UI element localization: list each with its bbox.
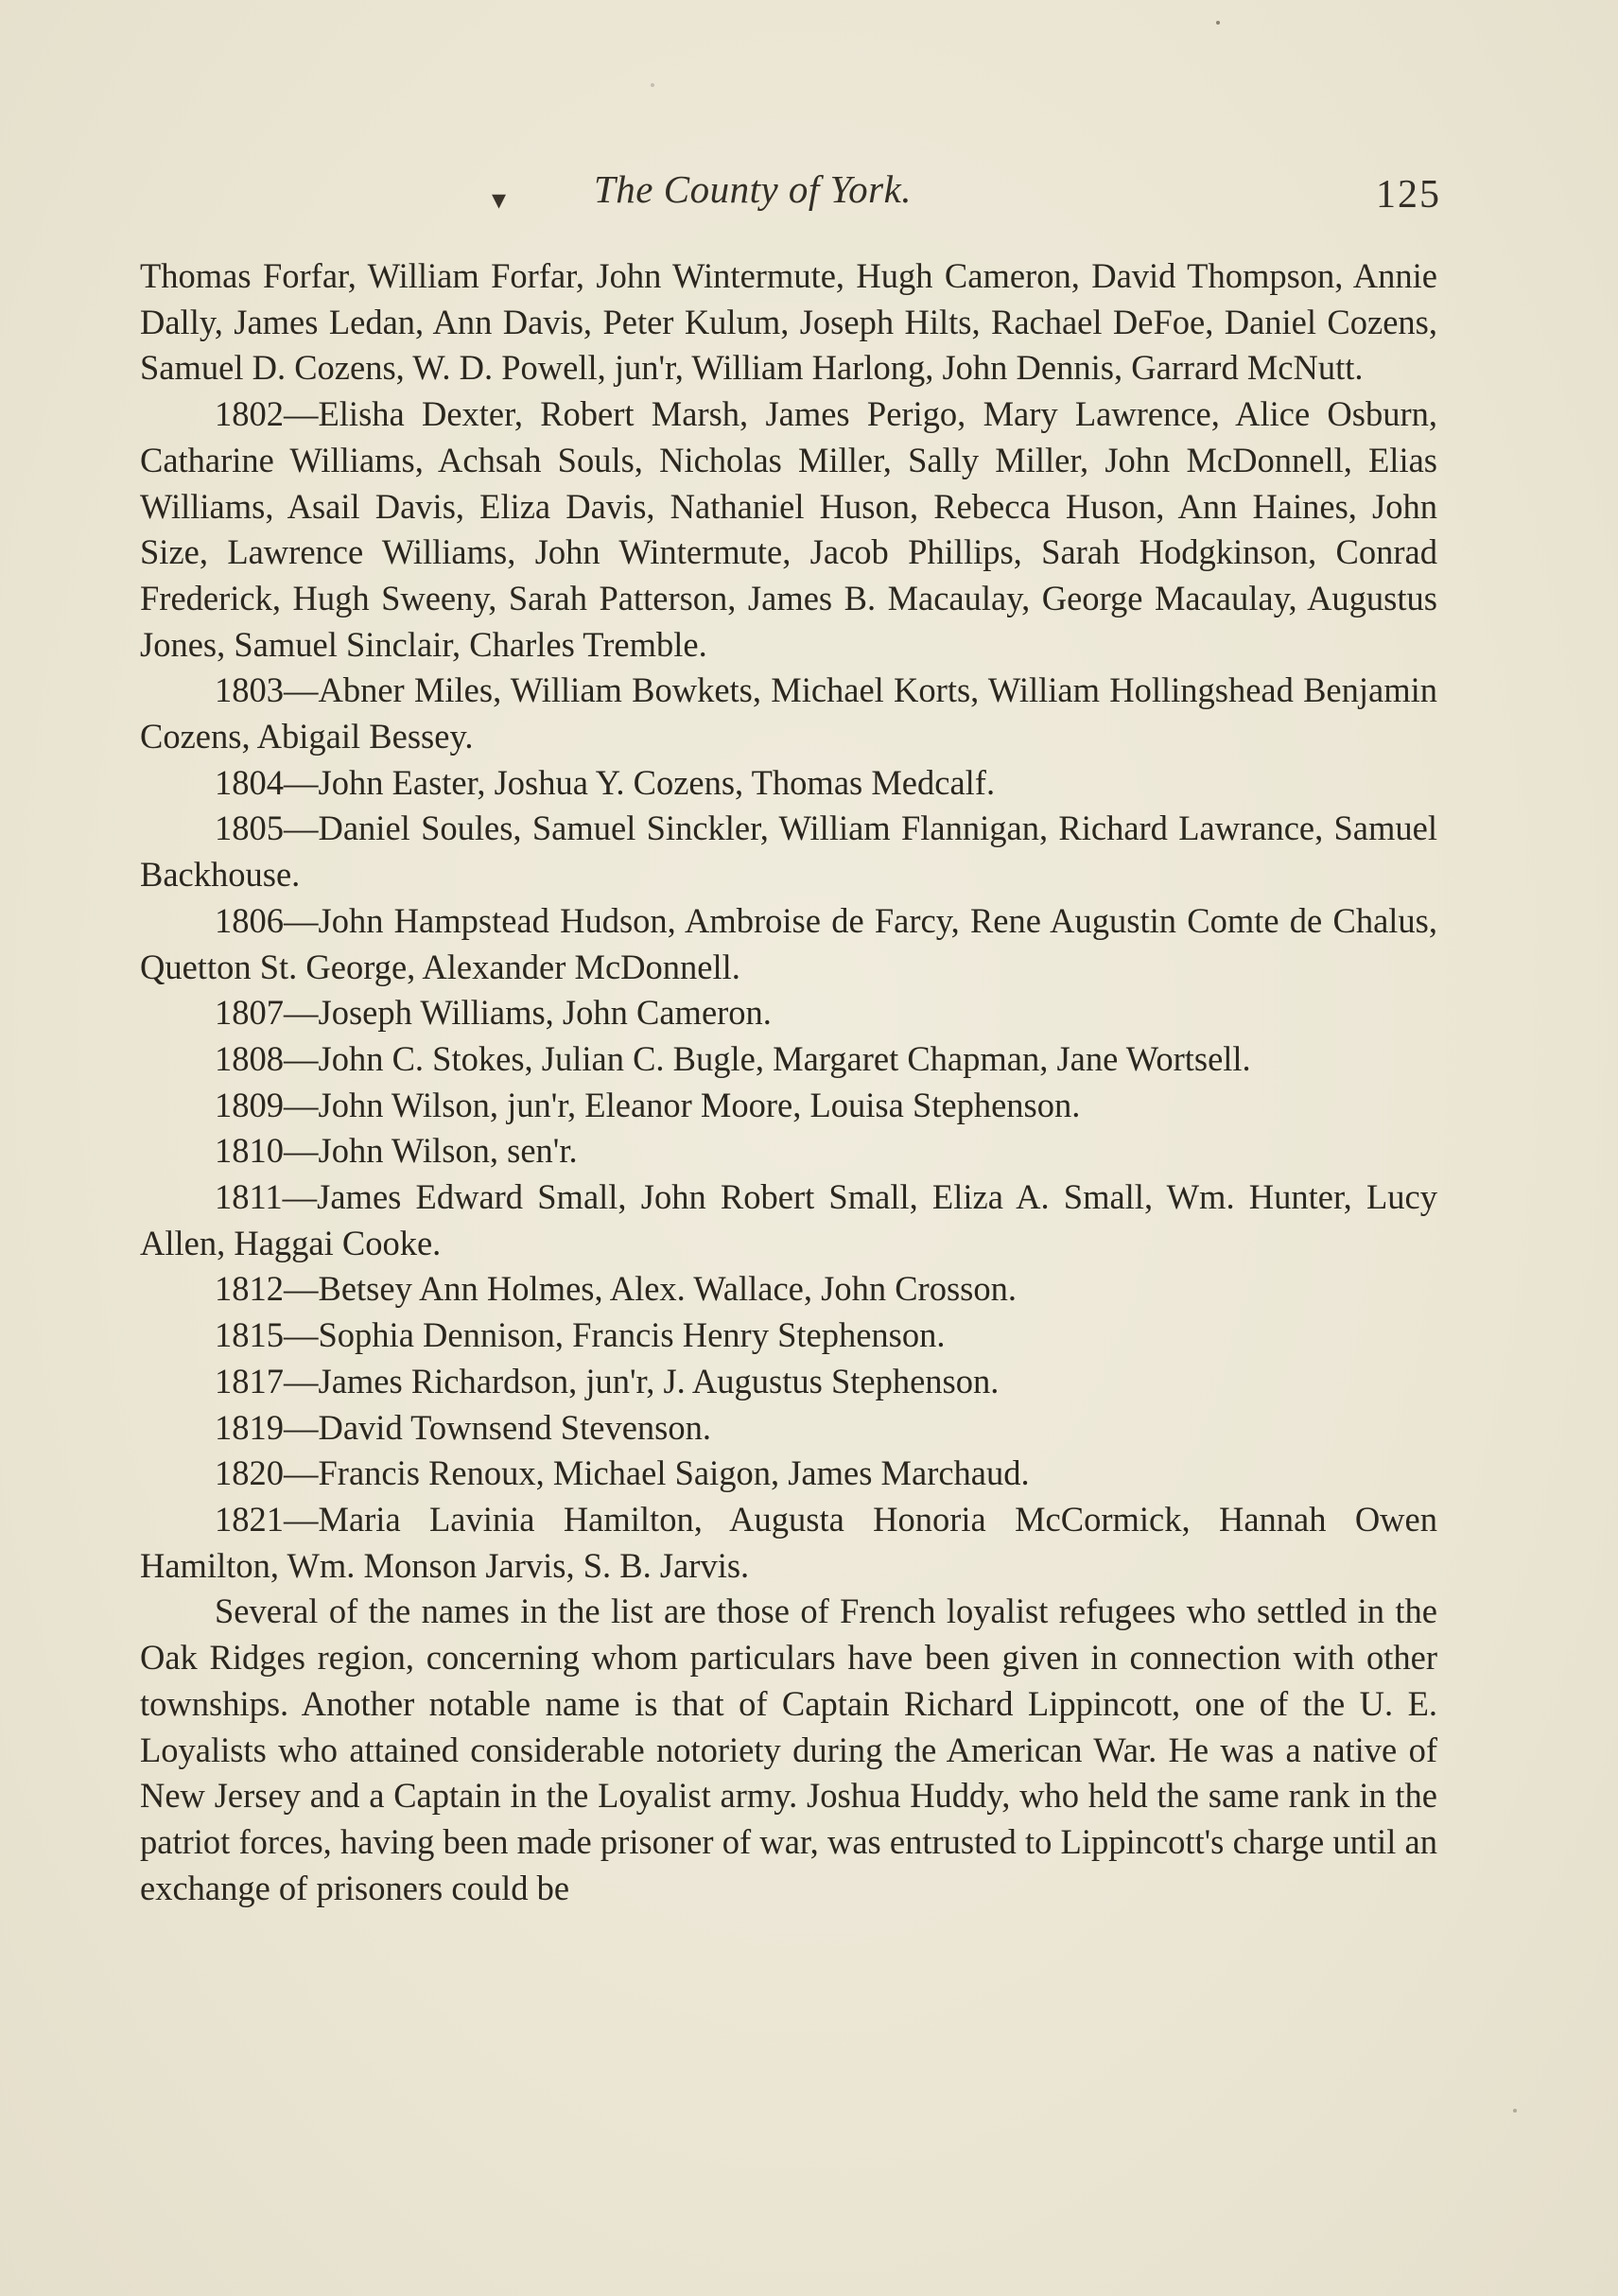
year-entry-1810: 1810—John Wilson, sen'r. [215,1131,578,1171]
year-entry-1815: 1815—Sophia Dennison, Francis Henry Stephenson. [215,1315,946,1355]
year-entry-1820: 1820—Francis Renoux, Michael Saigon, James Marchaud. [215,1453,1030,1493]
year-entry-1821: 1821—Maria Lavinia Hamilton, Augusta Honoria McCormick, Hannah Owen Hamilton, Wm. Monson Jarvis, S. B. Jarvis. [140,1499,1437,1585]
year-entry-1805: 1805—Daniel Soules, Samuel Sinckler, William Flannigan, Richard Lawrance, Samuel Backhouse. [140,809,1437,895]
year-entry-1807: 1807—Joseph Williams, John Cameron. [215,993,772,1033]
running-title: The County of York. [594,167,913,211]
year-entry-1804: 1804—John Easter, Joshua Y. Cozens, Thomas Medcalf. [215,762,996,802]
year-entry-1809: 1809—John Wilson, jun'r, Eleanor Moore, Louisa Stephenson. [215,1085,1081,1124]
year-entry-1808: 1808—John C. Stokes, Julian C. Bugle, Margaret Chapman, Jane Wortsell. [215,1038,1251,1078]
paragraph: Several of the names in the list are those of French loyalist refugees who settled in the Oak Ridges region, concerning whom particulars have been given in connection with other townships. Another notable name is that of Captain Richard Lippincott, one of the U. E. Loyalists who attained considerable notoriety during the American War. He was a native of New Jersey and a Captain in the Loyalist army. Joshua Huddy, who held the same rank in the patriot forces, having been made prisoner of war, was entrusted to Lippincott's charge until an exchange of prisoners could be [140,1592,1437,1907]
year-entry-1812: 1812—Betsey Ann Holmes, Alex. Wallace, John Crosson. [215,1269,1017,1309]
header-ornament: ▾ [492,184,507,216]
year-entry-1817: 1817—James Richardson, jun'r, J. Augustus Stephenson. [215,1361,1000,1400]
year-entry-1806: 1806—John Hampstead Hudson, Ambroise de Farcy, Rene Augustin Comte de Chalus, Quetton St. George, Alexander McDonnell. [140,900,1437,986]
paper-speck [651,83,654,87]
page-number: 125 [1376,173,1441,217]
body-text [140,253,1437,1911]
year-entry-1819: 1819—David Townsend Stevenson. [215,1407,711,1447]
page-header [0,166,1618,223]
year-entry-1811: 1811—James Edward Small, John Robert Small, Eliza A. Small, Wm. Hunter, Lucy Allen, Haggai Cooke. [140,1177,1437,1262]
year-entry-1802: 1802—Elisha Dexter, Robert Marsh, James Perigo, Mary Lawrence, Alice Osburn, Catharine Williams, Achsah Souls, Nicholas Miller, Sally Miller, John McDonnell, Elias Williams, Asail Davis, Eliza Davis, Nathaniel Huson, Rebecca Huson, Ann Haines, John Size, Lawrence Williams, John Wintermute, Jacob Phillips, Sarah Hodgkinson, Conrad Frederick, Hugh Sweeny, Sarah Patterson, James B. Macaulay, George Macaulay, Augustus Jones, Samuel Sinclair, Charles Tremble. [140,394,1437,664]
year-entry-1803: 1803—Abner Miles, William Bowkets, Michael Korts, William Hollingshead Benjamin Cozens, Abigail Bessey. [140,670,1437,757]
paper-speck [1216,21,1220,25]
paragraph: Thomas Forfar, William Forfar, John Wintermute, Hugh Cameron, David Thompson, Annie Dally, James Ledan, Ann Davis, Peter Kulum, Joseph Hilts, Rachael DeFoe, Daniel Cozens, Samuel D. Cozens, W. D. Powell, jun'r, William Harlong, John Dennis, Garrard McNutt. [140,256,1437,388]
paper-speck [1513,2109,1517,2113]
